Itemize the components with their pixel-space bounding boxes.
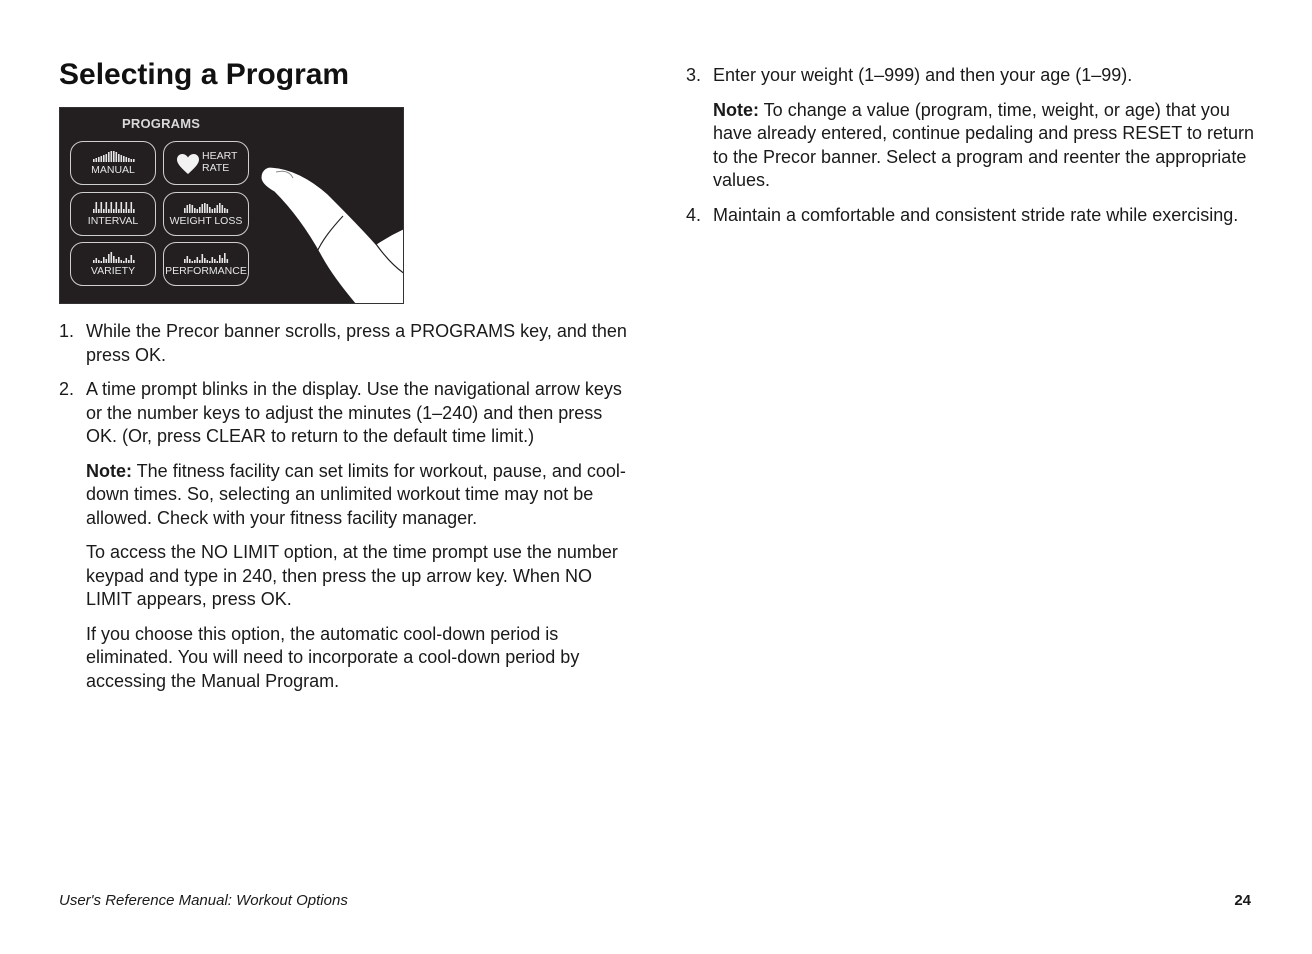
step-3-note-text: To change a value (program, time, weight, or age) that you have already entered, continue pedaling and press RESET to return to the Precor banner. Select a program and reenter the appropriate values.: [713, 99, 1255, 190]
step-2-text: A time prompt blinks in the display. Use the navigational arrow keys or the number keys to adjust the minutes (1–240) and then press OK. (Or, press CLEAR to return to the default time limit.): [86, 379, 622, 446]
step-3-text: Enter your weight (1–999) and then your age (1–99).: [713, 65, 1133, 85]
step-2-number: 2.: [59, 379, 75, 399]
step-2-cooldown-paragraph: If you choose this option, the automatic cool-down period is eliminated. You will need to incorporate a cool-down period by accessing the Manual Program.: [86, 623, 580, 691]
step-2-note-label: Note:: [86, 460, 132, 481]
step-2-note-text: The fitness facility can set limits for workout, pause, and cool-down times. So, selecting an unlimited workout time may not be allowed. Check with your fitness facility manager.: [86, 460, 626, 528]
step-3-number: 3.: [686, 65, 702, 85]
step-1-text: While the Precor banner scrolls, press a PROGRAMS key, and then press OK.: [86, 321, 627, 365]
step-3-note-label: Note:: [713, 99, 759, 120]
manual-key-label: MANUAL: [91, 164, 135, 176]
steps-list-right: [686, 64, 1261, 238]
step-4: [686, 204, 1261, 228]
heart-rate-label-line2: RATE: [202, 162, 230, 174]
step-1: [59, 320, 634, 367]
variety-key-label: VARIETY: [90, 265, 136, 277]
footer-manual-title: User's Reference Manual: Workout Options: [59, 892, 348, 909]
step-2-no-limit-paragraph: To access the NO LIMIT option, at the time prompt use the number keypad and type in 240, then press the up arrow key. When NO LIMIT appears, press OK.: [86, 542, 618, 609]
pointing-hand-illustration: [60, 108, 404, 304]
step-3-note: [713, 99, 1261, 193]
page-title: Selecting a Program: [59, 58, 350, 91]
performance-key-label: PERFORMANCE: [165, 265, 247, 277]
page-number: 24: [1234, 892, 1251, 909]
step-1-number: 1.: [59, 321, 75, 341]
interval-key-label: INTERVAL: [87, 215, 139, 227]
step-2-note: [86, 460, 634, 531]
step-2: [59, 378, 634, 693]
heart-rate-label-line1: HEART: [202, 150, 238, 162]
step-4-number: 4.: [686, 204, 702, 225]
programs-key-panel-image: [59, 107, 404, 304]
weight-loss-key-label: WEIGHT LOSS: [169, 215, 243, 227]
programs-heading: PROGRAMS: [122, 116, 201, 131]
steps-list-left: [59, 320, 634, 704]
step-4-text: Maintain a comfortable and consistent stride rate while exercising.: [713, 204, 1239, 225]
step-3: [686, 64, 1261, 193]
